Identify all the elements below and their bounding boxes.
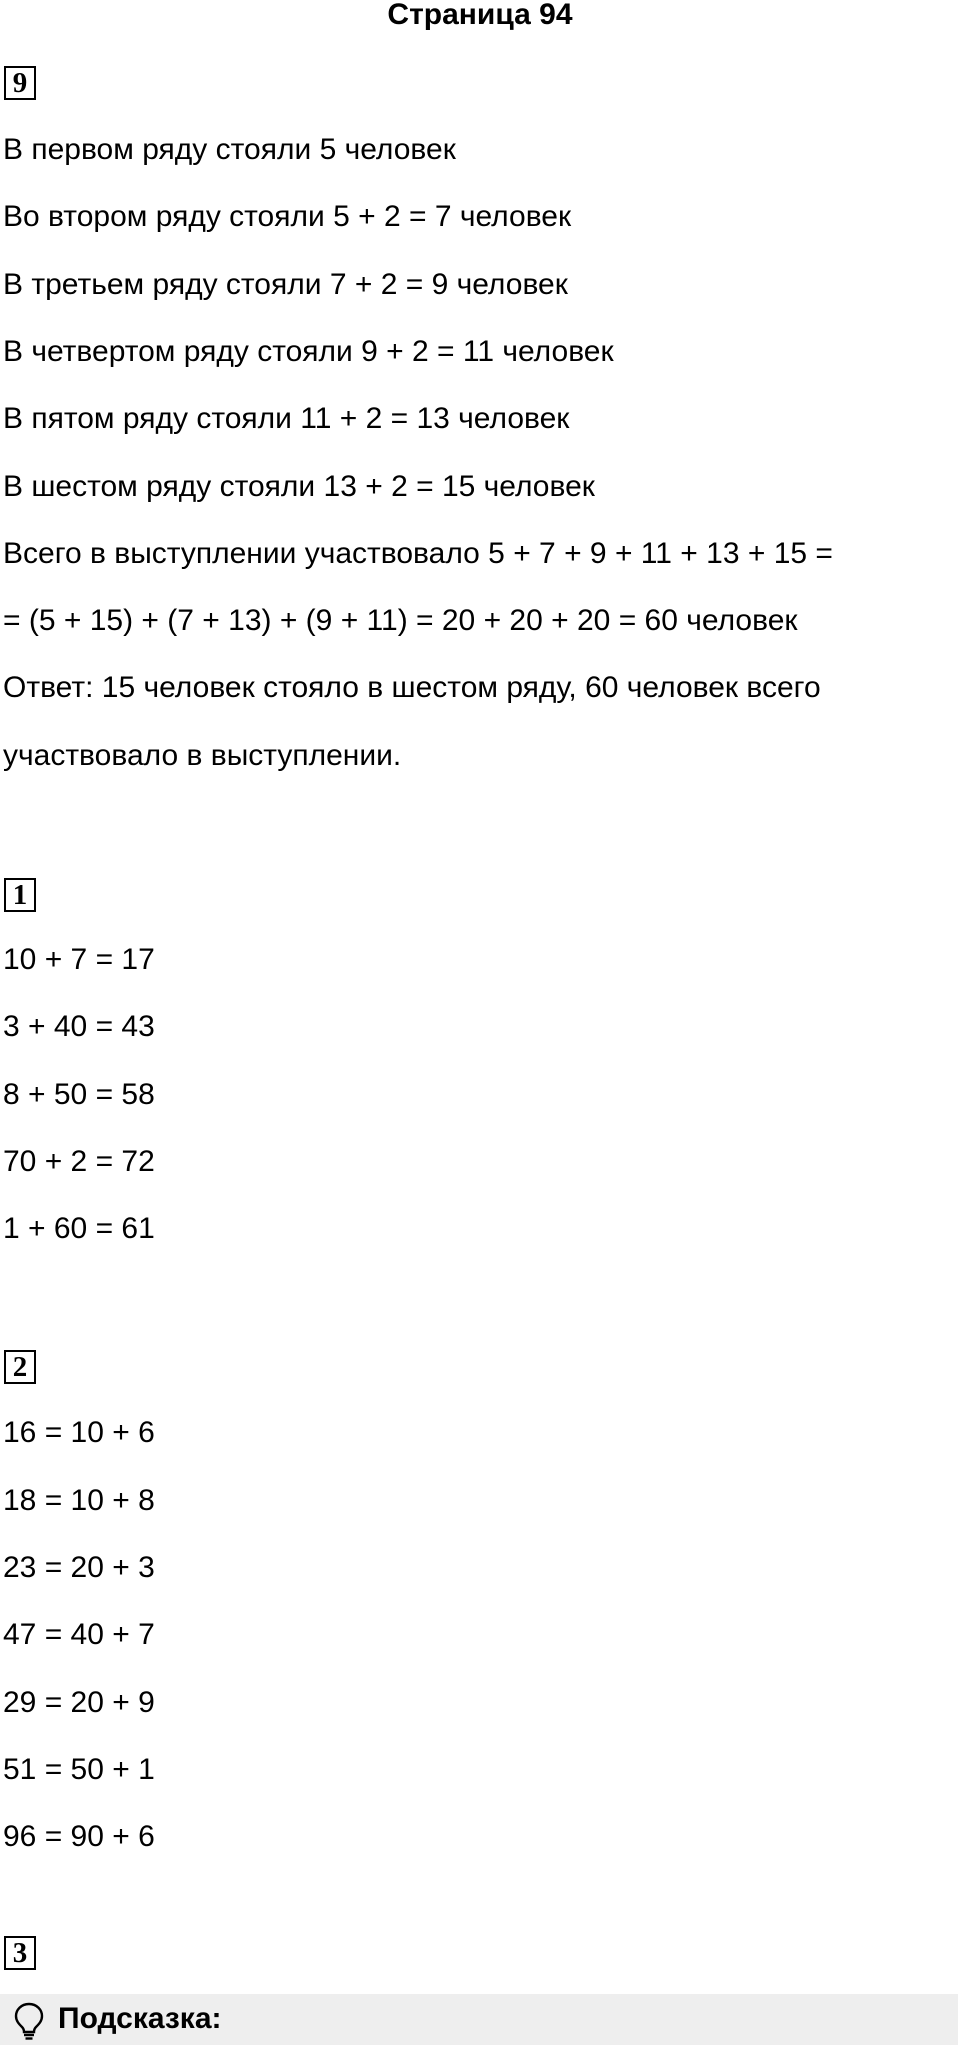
equation-line: 23 = 20 + 3 xyxy=(3,1551,155,1584)
equation-line: 47 = 40 + 7 xyxy=(3,1618,155,1651)
task-number-box: 2 xyxy=(4,1350,36,1384)
page-title: Страница 94 xyxy=(387,0,573,31)
answer-line: участвовало в выступлении. xyxy=(3,739,402,772)
task-number-box: 9 xyxy=(4,66,36,100)
lightbulb-icon xyxy=(14,2002,44,2040)
equation-line: 8 + 50 = 58 xyxy=(3,1078,155,1111)
answer-line: Ответ: 15 человек стояло в шестом ряду, 60 человек всего xyxy=(3,671,821,704)
solution-line: Всего в выступлении участвовало 5 + 7 + 9 + 11 + 13 + 15 = xyxy=(3,537,833,570)
solution-line: В четвертом ряду стояли 9 + 2 = 11 человек xyxy=(3,335,614,368)
solution-line: = (5 + 15) + (7 + 13) + (9 + 11) = 20 + 20 + 20 = 60 человек xyxy=(3,604,798,637)
equation-line: 1 + 60 = 61 xyxy=(3,1212,155,1245)
solution-line: В первом ряду стояли 5 человек xyxy=(3,133,456,166)
task-number-box: 1 xyxy=(4,878,36,912)
equation-line: 3 + 40 = 43 xyxy=(3,1010,155,1043)
equation-line: 16 = 10 + 6 xyxy=(3,1416,155,1449)
equation-line: 10 + 7 = 17 xyxy=(3,943,155,976)
hint-bar[interactable] xyxy=(0,1994,958,2045)
equation-line: 51 = 50 + 1 xyxy=(3,1753,155,1786)
equation-line: 96 = 90 + 6 xyxy=(3,1820,155,1853)
solution-line: В пятом ряду стояли 11 + 2 = 13 человек xyxy=(3,402,570,435)
solution-line: В третьем ряду стояли 7 + 2 = 9 человек xyxy=(3,268,568,301)
task-number-box: 3 xyxy=(4,1936,36,1970)
equation-line: 29 = 20 + 9 xyxy=(3,1686,155,1719)
hint-label: Подсказка: xyxy=(58,2002,222,2035)
solution-line: В шестом ряду стояли 13 + 2 = 15 человек xyxy=(3,470,595,503)
equation-line: 18 = 10 + 8 xyxy=(3,1484,155,1517)
equation-line: 70 + 2 = 72 xyxy=(3,1145,155,1178)
solution-line: Во втором ряду стояли 5 + 2 = 7 человек xyxy=(3,200,572,233)
